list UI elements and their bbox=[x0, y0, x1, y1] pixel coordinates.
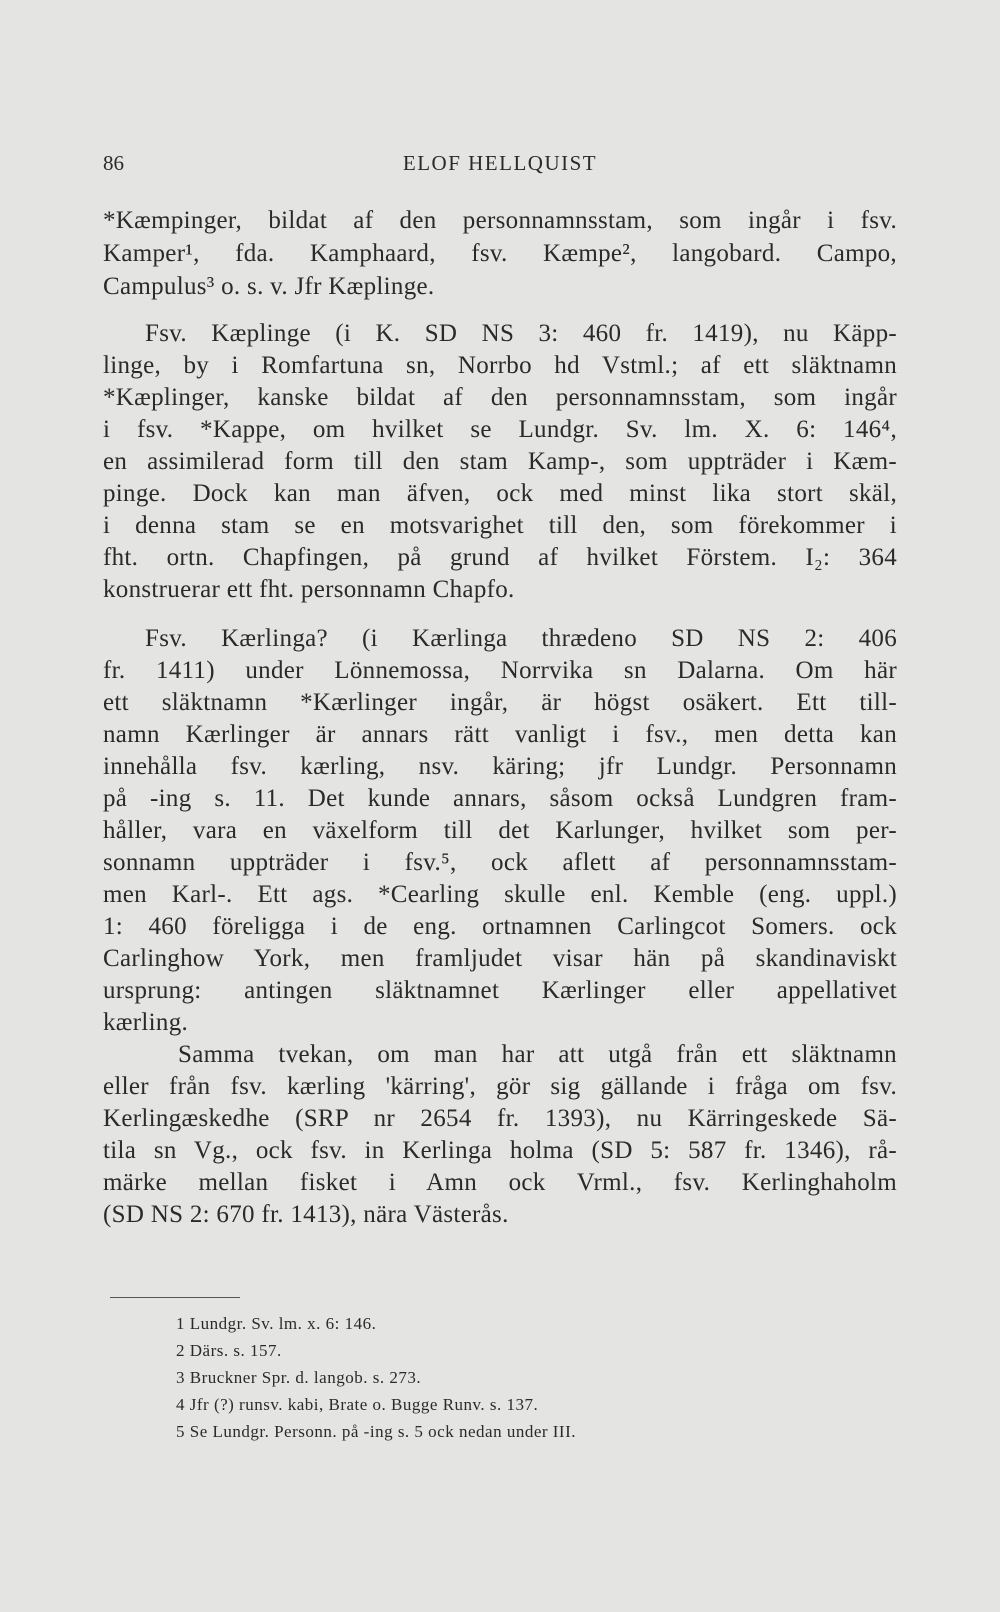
footnote: 3 Bruckner Spr. d. langob. s. 273. bbox=[176, 1368, 422, 1387]
text-line: men Karl-. Ett ags. *Cearling skulle enl. Kemble (eng. uppl.) bbox=[103, 881, 897, 908]
text-line: tila sn Vg., ock fsv. in Kerlinga holma (SD 5: 587 fr. 1346), rå- bbox=[103, 1137, 897, 1164]
text-line: Fsv. Kæplinge (i K. SD NS 3: 460 fr. 1419), nu Käpp- bbox=[145, 320, 897, 347]
text-line: Kamper¹, fda. Kamphaard, fsv. Kæmpe², langobard. Campo, bbox=[103, 240, 897, 267]
text-line: fr. 1411) under Lönnemossa, Norrvika sn Dalarna. Om här bbox=[103, 657, 897, 684]
text-line: fht. ortn. Chapfingen, på grund af hvilket Förstem. I₂: 364 bbox=[103, 544, 897, 571]
text-line: ursprung: antingen släktnamnet Kærlinger eller appellativet bbox=[103, 977, 897, 1004]
running-head: ELOF HELLQUIST bbox=[402, 151, 598, 175]
text-line: konstruerar ett fht. personnamn Chapfo. bbox=[103, 576, 515, 603]
text-line: ett släktnamn *Kærlinger ingår, är högst osäkert. Ett till- bbox=[103, 689, 897, 716]
text-line: *Kæplinger, kanske bildat af den personnamnsstam, som ingår bbox=[103, 384, 897, 411]
text-line: håller, vara en växelform till det Karlunger, hvilket som per- bbox=[103, 817, 897, 844]
text-line: eller från fsv. kærling 'kärring', gör sig gällande i fråga om fsv. bbox=[103, 1073, 897, 1100]
text-line: i denna stam se en motsvarighet till den, som förekommer i bbox=[103, 512, 897, 539]
text-line: Carlinghow York, men framljudet visar hän på skandinaviskt bbox=[103, 945, 897, 972]
footnote: 4 Jfr (?) runsv. kabi, Brate o. Bugge Runv. s. 137. bbox=[176, 1395, 539, 1414]
text-line: kærling. bbox=[103, 1009, 189, 1036]
footnote: 1 Lundgr. Sv. lm. x. 6: 146. bbox=[176, 1314, 377, 1333]
text-line: sonnamn uppträder i fsv.⁵, ock aflett af personnamnsstam- bbox=[103, 849, 897, 876]
footnote: 2 Därs. s. 157. bbox=[176, 1341, 282, 1360]
text-line: Campulus³ o. s. v. Jfr Kæplinge. bbox=[103, 273, 435, 300]
page-header bbox=[103, 151, 897, 181]
text-line: innehålla fsv. kærling, nsv. käring; jfr Lundgr. Personnamn bbox=[103, 753, 897, 780]
text-line: linge, by i Romfartuna sn, Norrbo hd Vstml.; af ett släktnamn bbox=[103, 352, 897, 379]
text-line: namn Kærlinger är annars rätt vanligt i fsv., men detta kan bbox=[103, 721, 897, 748]
text-line: *Kæmpinger, bildat af den personnamnsstam, som ingår i fsv. bbox=[103, 207, 897, 234]
text-line: (SD NS 2: 670 fr. 1413), nära Västerås. bbox=[103, 1201, 509, 1228]
text-line: Fsv. Kærlinga? (i Kærlinga thrædeno SD NS 2: 406 bbox=[145, 625, 897, 652]
text-line: i fsv. *Kappe, om hvilket se Lundgr. Sv. lm. X. 6: 146⁴, bbox=[103, 416, 897, 443]
text-line: Samma tvekan, om man har att utgå från ett släktnamn bbox=[178, 1041, 897, 1068]
text-line: på -ing s. 11. Det kunde annars, såsom också Lundgren fram- bbox=[103, 785, 897, 812]
page-number: 86 bbox=[103, 151, 124, 175]
text-line: märke mellan fisket i Amn ock Vrml., fsv. Kerlinghaholm bbox=[103, 1169, 897, 1196]
text-line: en assimilerad form till den stam Kamp-, som uppträder i Kæm- bbox=[103, 448, 897, 475]
text-line: Kerlingæskedhe (SRP nr 2654 fr. 1393), nu Kärringeskede Sä- bbox=[103, 1105, 897, 1132]
text-line: 1: 460 föreligga i de eng. ortnamnen Carlingcot Somers. ock bbox=[103, 913, 897, 940]
footnote: 5 Se Lundgr. Personn. på -ing s. 5 ock nedan under III. bbox=[176, 1422, 577, 1441]
footnote-divider bbox=[110, 1297, 240, 1298]
text-line: pinge. Dock kan man äfven, ock med minst lika stort skäl, bbox=[103, 480, 897, 507]
